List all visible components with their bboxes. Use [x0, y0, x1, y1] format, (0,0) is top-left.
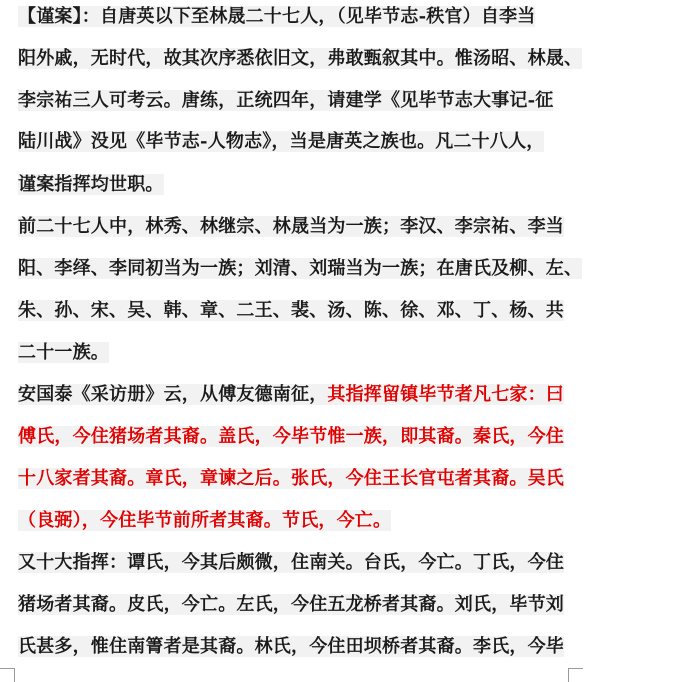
text-line — [18, 214, 564, 240]
text-segment: 傅氏，今住猪场者其裔。盖氏，今毕节惟一族，即其裔。秦氏，今住 — [18, 426, 564, 447]
text-line — [18, 46, 582, 72]
text-line — [18, 340, 109, 366]
text-line — [18, 550, 564, 576]
text-segment: 二十一族。 — [18, 342, 109, 363]
text-segment: 安国泰《采访册》云，从傅友德南征， — [18, 384, 328, 405]
text-line — [18, 298, 564, 324]
text-segment: 猪场者其裔。皮氏，今亡。左氏，今住五龙桥者其裔。刘氏，毕节刘 — [18, 594, 564, 615]
text-segment: 【谨案】：自唐英以下至林晟二十七人，（见毕节志-秩官）自李当 — [18, 6, 536, 27]
text-segment: 又十大指挥：谭氏，今其后颇微，住南关。台氏，今亡。丁氏，今住 — [18, 552, 564, 573]
text-line — [18, 466, 564, 492]
page-corner-mark-right — [568, 668, 583, 682]
text-line — [18, 4, 535, 30]
page-corner-mark-left — [0, 668, 15, 682]
text-segment: 李宗祐三人可考云。唐练，正统四年，请建学《见毕节志大事记-征 — [18, 90, 554, 111]
text-segment: 阳外戚，无时代，故其次序悉依旧文，弗敢甄叙其中。惟汤昭、林晟、 — [18, 48, 583, 69]
text-segment: 陆川战》没见《毕节志-人物志》，当是唐英之族也。凡二十八人， — [18, 131, 545, 152]
text-segment: 前二十七人中，林秀、林继宗、林晟当为一族；李汉、李宗祐、李当 — [18, 216, 564, 237]
text-segment: 谨案指挥均世职。 — [18, 174, 164, 195]
text-line — [18, 424, 564, 450]
text-line — [18, 88, 553, 114]
text-line — [18, 256, 582, 282]
text-segment: 其指挥留镇毕节者凡七家：曰 — [327, 384, 565, 405]
text-line — [18, 508, 391, 534]
text-line — [18, 634, 564, 660]
text-line — [18, 382, 564, 408]
text-segment: 十八家者其裔。章氏，章谏之后。张氏，今住王长官屯者其裔。吴氏 — [18, 468, 564, 489]
text-segment: 氏甚多，惟住南箐者是其裔。林氏，今住田坝桥者其裔。李氏，今毕 — [18, 636, 564, 657]
text-line — [18, 129, 544, 155]
text-segment: （良弼），今住毕节前所者其裔。节氏，今亡。 — [18, 510, 392, 531]
text-segment: 朱、孙、宋、吴、韩、章、二王、裴、汤、陈、徐、邓、丁、杨、共 — [18, 300, 564, 321]
text-segment: 阳、李绎、李同初当为一族；刘清、刘瑞当为一族；在唐氏及柳、左、 — [18, 258, 583, 279]
text-line — [18, 592, 564, 618]
text-line — [18, 172, 164, 198]
